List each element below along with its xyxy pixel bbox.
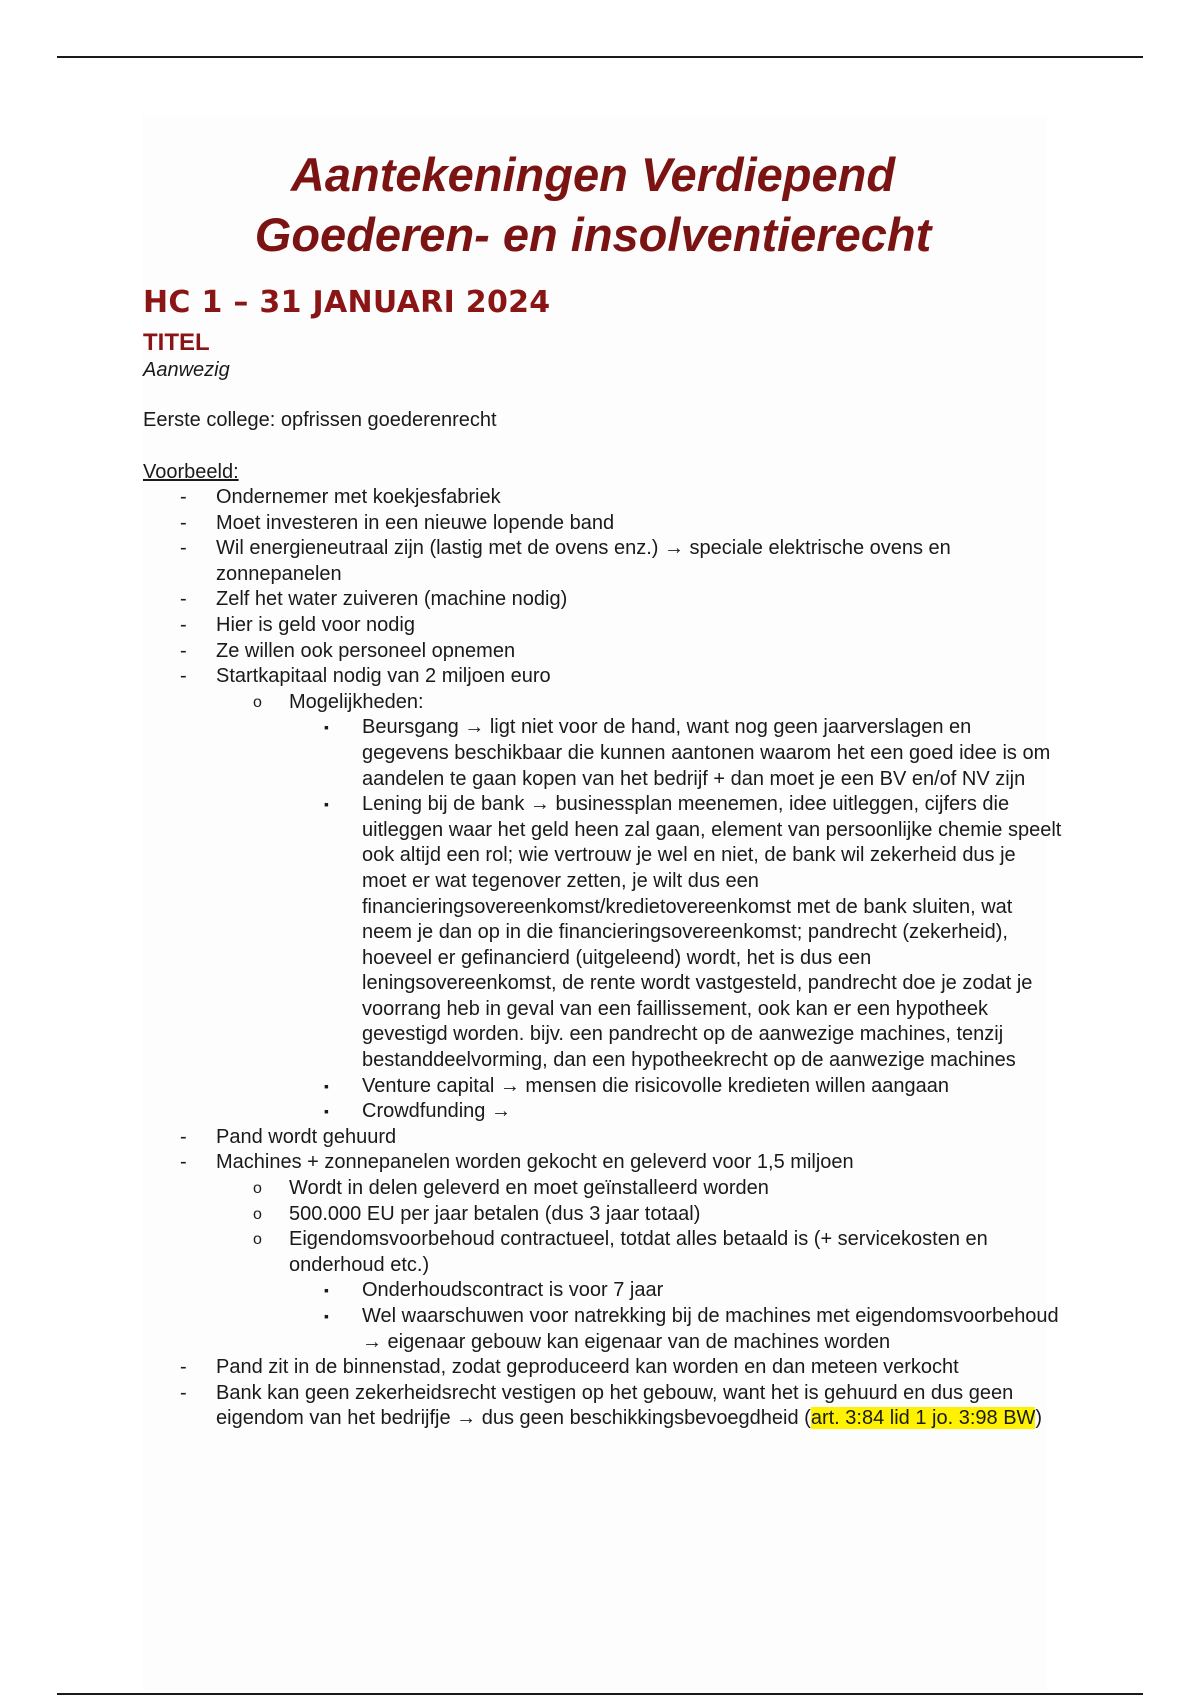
- intro-paragraph: Eerste college: opfrissen goederenrecht: [143, 409, 497, 431]
- sub-list: [143, 690, 1063, 1125]
- list-item-text: Pand zit in de binnenstad, zodat geproduceerd kan worden en dan meteen verkocht: [216, 1356, 959, 1379]
- sub-list-item: [216, 690, 1063, 1125]
- bullet-marker: -: [180, 639, 187, 662]
- sub-sub-list-item: [289, 1278, 1063, 1304]
- bullet-marker: -: [180, 613, 187, 636]
- sub-sub-list-item-text: Onderhoudscontract is voor 7 jaar: [362, 1279, 664, 1302]
- list-item: [143, 1150, 1063, 1355]
- bullet-marker: -: [180, 1381, 187, 1404]
- list-item: [143, 639, 1063, 665]
- bullet-marker: -: [180, 1151, 187, 1174]
- bullet-marker: -: [180, 486, 187, 508]
- sub-list-item-text: Mogelijkheden:: [289, 690, 424, 713]
- list-item-text: Zelf het water zuiveren (machine nodig): [216, 588, 568, 611]
- closing-parenthesis: ): [1035, 1407, 1043, 1430]
- document-title-line-2: Goederen- en insolventierecht: [254, 208, 932, 261]
- document-title-line-1: Aantekeningen Verdiepend: [290, 148, 896, 201]
- list-item: [143, 511, 1063, 537]
- list-item: [143, 1125, 1063, 1151]
- square-bullet-marker: ▪: [324, 1308, 329, 1324]
- sub-list-item-text: 500.000 EU per jaar betalen (dus 3 jaar totaal): [289, 1202, 701, 1225]
- example-list: [143, 485, 1063, 1432]
- list-item: [143, 1355, 1063, 1381]
- list-item-text: Wil energieneutraal zijn (lastig met de ovens enz.) → speciale elektrische ovens en zonnepanelen: [216, 537, 951, 585]
- sub-list-item: [216, 1176, 1063, 1202]
- attendance-note: Aanwezig: [143, 359, 230, 381]
- example-label: Voorbeeld:: [143, 461, 239, 483]
- sub-sub-list-item: [289, 792, 1063, 1074]
- sub-list-item: [216, 1227, 1063, 1355]
- bullet-marker: -: [180, 537, 187, 560]
- bullet-marker: -: [180, 665, 187, 688]
- bullet-marker: -: [180, 1356, 187, 1379]
- square-bullet-marker: ▪: [324, 1282, 329, 1299]
- square-bullet-marker: ▪: [324, 1077, 329, 1094]
- list-item-text: Startkapitaal nodig van 2 miljoen euro: [216, 665, 551, 688]
- list-item: [143, 587, 1063, 613]
- list-item-text: Moet investeren in een nieuwe lopende band: [216, 511, 615, 534]
- circle-bullet-marker: o: [253, 1180, 262, 1198]
- list-item-text: Hier is geld voor nodig: [216, 613, 415, 636]
- option-crowdfunding: Crowdfunding →: [362, 1100, 511, 1123]
- sub-sub-list-item: [289, 1099, 1063, 1125]
- sub-list: [143, 1176, 1063, 1355]
- option-beursgang: Beursgang → ligt niet voor de hand, want nog geen jaarverslagen en gegevens beschikbaar die kunnen aantonen waarom het een goed idee is om aandelen te gaan kopen van het bedrijf + dan moet je een BV en/of NV zijn: [362, 716, 1051, 790]
- list-item-text: Ze willen ook personeel opnemen: [216, 639, 516, 662]
- sub-sub-list-item-text: Wel waarschuwen voor natrekking bij de machines met eigendomsvoorbehoud → eigenaar gebouw kan eigenaar van de machines worden: [362, 1305, 1059, 1353]
- sub-sub-list: [289, 715, 1063, 1125]
- section-heading: TITEL: [143, 329, 210, 356]
- option-lening: Lening bij de bank → businessplan meenemen, idee uitleggen, cijfers die uitleggen waar het geld heen zal gaan, element van persoonlijke chemie speelt ook altijd een rol; wie vertrouw je wel en niet, de bank wil zekerheid dus je moet er wat tegenover zetten, je wilt dus een financieringsovereenkomst/kredietovereenkomst met de bank sluiten, wat neem je dan op in die financieringsovereenkomst; pandrecht (zekerheid), hoeveel er gefinancierd (uitgeleend) wordt, het is dus een leningsovereenkomst, de rente wordt vastgesteld, pandrecht doe je zodat je voorrang heb in geval van een faillissement, ook kan er een hypotheek gevestigd worden. bijv. een pandrecht op de aanwezige machines, tenzij bestanddeelvorming, dan een hypotheekrecht op de aanwezige machines: [362, 793, 1062, 1072]
- list-item: [143, 613, 1063, 639]
- circle-bullet-marker: o: [253, 693, 262, 711]
- sub-sub-list-item: [289, 1074, 1063, 1100]
- sub-sub-list: [289, 1278, 1063, 1355]
- list-item-text: Pand wordt gehuurd: [216, 1125, 397, 1148]
- list-item: [143, 536, 1063, 587]
- list-item-text: Ondernemer met koekjesfabriek: [216, 486, 501, 508]
- square-bullet-marker: ▪: [324, 1103, 329, 1120]
- document-title: [133, 145, 1053, 265]
- bottom-divider: [57, 1693, 1143, 1695]
- list-item: [143, 1381, 1063, 1432]
- option-venture-capital: Venture capital → mensen die risicovolle kredieten willen aangaan: [362, 1074, 950, 1097]
- circle-bullet-marker: o: [253, 1231, 262, 1249]
- document-content: [143, 145, 1063, 1432]
- square-bullet-marker: ▪: [324, 719, 329, 736]
- sub-list-item-text: Wordt in delen geleverd en moet geïnstalleerd worden: [289, 1177, 769, 1200]
- list-item: [143, 664, 1063, 1125]
- bullet-marker: -: [180, 1125, 187, 1148]
- top-divider: [57, 56, 1143, 58]
- highlighted-law-reference: art. 3:84 lid 1 jo. 3:98 BW: [810, 1407, 1036, 1430]
- list-item-text: Machines + zonnepanelen worden gekocht en geleverd voor 1,5 miljoen: [216, 1151, 854, 1174]
- list-item: [143, 485, 1063, 511]
- sub-sub-list-item: [289, 715, 1063, 792]
- lecture-heading: HC 1 – 31 JANUARI 2024: [143, 285, 551, 320]
- sub-list-item: [216, 1202, 1063, 1228]
- bullet-marker: -: [180, 511, 187, 534]
- square-bullet-marker: ▪: [324, 796, 329, 813]
- circle-bullet-marker: o: [253, 1205, 262, 1223]
- sub-list-item-text: Eigendomsvoorbehoud contractueel, totdat alles betaald is (+ servicekosten en onderhoud etc.): [289, 1228, 988, 1276]
- bullet-marker: -: [180, 588, 187, 611]
- sub-sub-list-item: [289, 1304, 1063, 1355]
- list-item-text: Bank kan geen zekerheidsrecht vestigen op het gebouw, want het is gehuurd en dus geen eigendom van het bedrijfje → dus geen beschikkingsbevoegdheid (: [216, 1381, 1014, 1430]
